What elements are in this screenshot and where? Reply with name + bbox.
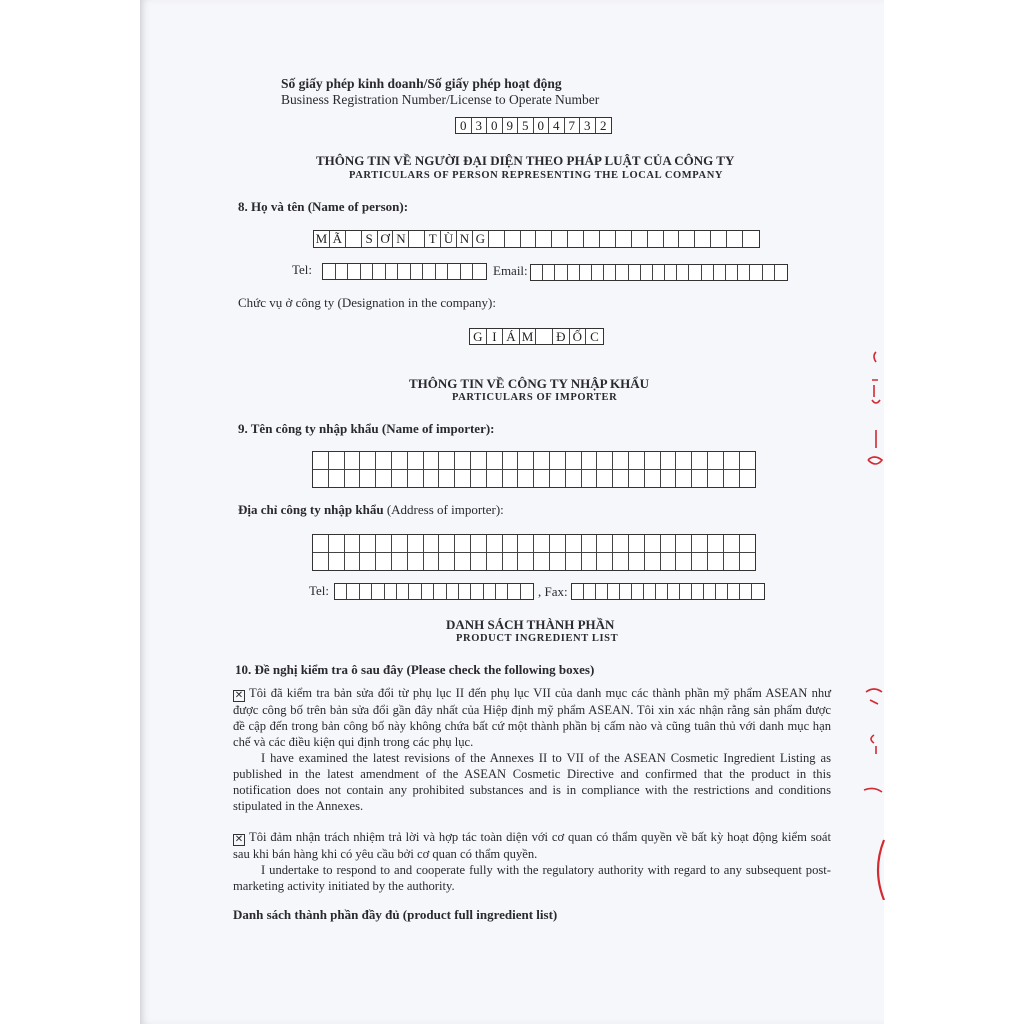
designation-char-cell: Đ: [553, 329, 570, 344]
importer-address-cell: [424, 535, 440, 552]
email-char-cell: [689, 265, 701, 280]
importer-name-cell: [597, 470, 613, 487]
importer-fax-cell: [704, 584, 716, 599]
importer-name-cell: [629, 452, 645, 469]
importer-fax-cell: [644, 584, 656, 599]
importer-tel-cell: [434, 584, 446, 599]
importer-name-cell: [534, 470, 550, 487]
importer-address-cell: [503, 553, 519, 570]
importer-name-cell: [487, 470, 503, 487]
importer-fax-cell: [680, 584, 692, 599]
importer-address-cell: [345, 553, 361, 570]
email-char-cell: [714, 265, 726, 280]
importer-name-cell: [455, 452, 471, 469]
email-char-cell: [677, 265, 689, 280]
importer-tel-cell: [335, 584, 347, 599]
importer-address-cell: [692, 535, 708, 552]
email-char-cell: [629, 265, 641, 280]
designation-char-cell: M: [520, 329, 537, 344]
importer-address-label: [238, 502, 504, 518]
license-digit-cell: 2: [600, 117, 607, 133]
importer-address-cell: [376, 553, 392, 570]
importer-address-cell: [534, 535, 550, 552]
importer-name-label: 9. Tên công ty nhập khẩu (Name of importer):: [238, 421, 495, 436]
importer-name-cell: [566, 470, 582, 487]
importer-name-cell: [740, 452, 756, 469]
importer-name-cell: [345, 452, 361, 469]
designation-char-cell: C: [590, 328, 599, 344]
importer-tel-cell: [360, 584, 372, 599]
importer-fax-cell: [656, 584, 668, 599]
red-stamp-fragment: [854, 340, 890, 900]
importer-name-cell: [471, 452, 487, 469]
tel-digit-cell: [361, 264, 374, 279]
importer-fax-cell: [620, 584, 632, 599]
tel-digit-cell: [398, 264, 411, 279]
email-char-cell: [568, 265, 580, 280]
importer-name-cell: [597, 452, 613, 469]
importer-address-cell: [329, 535, 345, 552]
importer-tel-cell: [422, 584, 434, 599]
email-char-cell: [665, 265, 677, 280]
email-field[interactable]: [530, 264, 788, 281]
importer-address-cell: [582, 535, 598, 552]
rep-section-subtitle: PARTICULARS OF PERSON REPRESENTING THE LOCAL COMPANY: [349, 170, 724, 181]
importer-name-cell: [376, 452, 392, 469]
designation-char-cell: Ố: [570, 329, 587, 344]
name-field[interactable]: [313, 230, 760, 248]
name-char-cell: S: [362, 231, 378, 247]
name-char-cell: [600, 231, 616, 247]
license-digit-cell: 3: [472, 118, 488, 133]
tel-digit-cell: [448, 264, 461, 279]
email-char-cell: [531, 265, 543, 280]
importer-name-cell: [613, 470, 629, 487]
importer-name-cell: [550, 452, 566, 469]
license-digit-cell: 4: [549, 118, 565, 133]
importer-address-cell: [518, 553, 534, 570]
importer-name-cell: [329, 452, 345, 469]
importer-tel-field[interactable]: [334, 583, 534, 600]
importer-name-cell: [582, 452, 598, 469]
importer-name-cell: [534, 452, 550, 469]
name-char-cell: [521, 231, 537, 247]
importer-address-cell: [661, 535, 677, 552]
importer-name-cell: [518, 470, 534, 487]
tel-digit-cell: [436, 264, 449, 279]
importer-tel-cell: [447, 584, 459, 599]
importer-fax-cell: [728, 584, 740, 599]
importer-fax-cell: [632, 584, 644, 599]
license-digit-cell: 0: [534, 118, 550, 133]
importer-fax-cell: [608, 584, 620, 599]
name-char-cell: [743, 231, 759, 247]
importer-fax-cell: [752, 584, 764, 599]
importer-name-cell: [392, 452, 408, 469]
name-char-cell: [648, 231, 664, 247]
importer-name-cell: [376, 470, 392, 487]
importer-address-cell: [566, 535, 582, 552]
name-char-cell: [568, 231, 584, 247]
importer-address-cell: [645, 535, 661, 552]
importer-address-cell: [692, 553, 708, 570]
importer-name-cell: [708, 470, 724, 487]
license-label-vi: Số giấy phép kinh doanh/Số giấy phép hoạt động: [281, 76, 562, 91]
importer-name-cell: [550, 470, 566, 487]
license-digit-cell: 9: [503, 118, 519, 133]
importer-address-field[interactable]: [312, 534, 756, 571]
importer-section-title: THÔNG TIN VỀ CÔNG TY NHẬP KHẨU: [409, 376, 650, 391]
email-char-cell: [555, 265, 567, 280]
check-boxes-label: 10. Đề nghị kiểm tra ô sau đây (Please check the following boxes): [235, 662, 595, 677]
email-char-cell: [543, 265, 555, 280]
email-char-cell: [726, 265, 738, 280]
tel-digit-cell: [461, 264, 474, 279]
importer-fax-field[interactable]: [571, 583, 765, 600]
importer-address-cell: [360, 553, 376, 570]
importer-name-cell: [613, 452, 629, 469]
importer-address-cell: [740, 553, 756, 570]
importer-address-cell: [534, 553, 550, 570]
name-char-cell: [489, 231, 505, 247]
importer-tel-cell: [385, 584, 397, 599]
importer-address-cell: [661, 553, 677, 570]
name-char-cell: [727, 231, 743, 247]
importer-fax-cell: [740, 584, 752, 599]
name-char-cell: G: [473, 231, 489, 247]
license-digit-cell: 5: [518, 118, 534, 133]
name-char-cell: Ù: [441, 231, 457, 247]
importer-name-cell: [503, 452, 519, 469]
declaration-2-text-en: I undertake to respond to and cooperate fully with the regulatory authority with regard to any subsequent post-marketing activity initiated by the authority.: [233, 863, 831, 893]
importer-fax-cell: [596, 584, 608, 599]
declaration-2-text-vi: Tôi đảm nhận trách nhiệm trả lời và hợp tác toàn diện với cơ quan có thẩm quyền về bất kỳ hoạt động kiểm soát sau khi bán hàng khi có yêu cầu bởi cơ quan có thẩm quyền.: [233, 830, 831, 861]
importer-name-cell: [582, 470, 598, 487]
tel-digit-cell: [348, 264, 361, 279]
declaration-1: [233, 685, 831, 814]
name-char-cell: T: [425, 231, 441, 247]
importer-name-cell: [439, 452, 455, 469]
importer-name-cell: [740, 470, 756, 487]
importer-address-cell: [487, 535, 503, 552]
importer-address-cell: [455, 535, 471, 552]
importer-name-cell: [724, 452, 740, 469]
importer-address-cell: [724, 553, 740, 570]
importer-address-cell: [439, 535, 455, 552]
tel-label: Tel:: [292, 262, 313, 277]
declaration-1-text-vi: Tôi đã kiểm tra bản sửa đổi từ phụ lục II đến phụ lục VII của danh mục các thành phần mỹ phẩm ASEAN như được công bố trên bản sửa đổi gần đây nhất của Hiệp định mỹ phẩm ASEAN. Tôi xin xác nhận rằng sản phẩm được đề cập đến trong bản công bố này không chứa bất cứ một thành phần bị cấm nào và cũng tuân thủ với danh mục hạn chế và các điều kiện qui định trong các phụ lục.: [233, 686, 831, 749]
importer-address-cell: [550, 535, 566, 552]
email-char-cell: [763, 265, 775, 280]
importer-address-cell: [676, 535, 692, 552]
importer-address-cell: [724, 535, 740, 552]
importer-address-cell: [360, 535, 376, 552]
name-char-cell: [711, 231, 727, 247]
importer-name-cell: [661, 470, 677, 487]
designation-char-cell: I: [487, 329, 504, 344]
tel-digit-cell: [336, 264, 349, 279]
importer-address-cell: [455, 553, 471, 570]
tel-digit-cell: [473, 264, 486, 279]
name-char-cell: [679, 231, 695, 247]
email-char-cell: [653, 265, 665, 280]
importer-name-cell: [724, 470, 740, 487]
designation-char-cell: [536, 329, 553, 344]
importer-address-cell: [550, 553, 566, 570]
importer-address-cell: [392, 553, 408, 570]
email-char-cell: [738, 265, 750, 280]
email-char-cell: [775, 265, 787, 280]
importer-tel-cell: [508, 584, 520, 599]
importer-tel-cell: [409, 584, 421, 599]
name-char-cell: [536, 231, 552, 247]
rep-section-title: THÔNG TIN VỀ NGƯỜI ĐẠI DIỆN THEO PHÁP LUẬT CỦA CÔNG TY: [316, 153, 735, 168]
email-char-cell: [592, 265, 604, 280]
tel-digit-cell: [411, 264, 424, 279]
designation-char-cell: G: [470, 329, 487, 344]
license-label-en: Business Registration Number/License to Operate Number: [281, 92, 600, 107]
declaration-1-checkbox[interactable]: ✕: [234, 690, 244, 701]
importer-name-cell: [345, 470, 361, 487]
importer-tel-cell: [459, 584, 471, 599]
importer-tel-cell: [521, 584, 533, 599]
name-char-cell: Ã: [330, 231, 346, 247]
importer-address-cell: [518, 535, 534, 552]
tel-digit-cell: [373, 264, 386, 279]
name-char-cell: [409, 231, 425, 247]
importer-name-cell: [487, 452, 503, 469]
importer-address-cell: [629, 535, 645, 552]
license-digit-cell: 0: [456, 118, 472, 133]
importer-address-cell: [408, 535, 424, 552]
importer-name-cell: [439, 470, 455, 487]
email-char-cell: [750, 265, 762, 280]
importer-name-cell: [645, 452, 661, 469]
name-char-cell: [664, 231, 680, 247]
importer-address-cell: [345, 535, 361, 552]
tel-digit-cell: [423, 264, 436, 279]
declaration-2-checkbox[interactable]: ✕: [234, 834, 244, 845]
license-digit-cell: 0: [487, 118, 503, 133]
importer-name-cell: [518, 452, 534, 469]
name-char-cell: [552, 231, 568, 247]
importer-address-cell: [471, 553, 487, 570]
designation-char-cell: Á: [503, 329, 520, 344]
importer-fax-label: , Fax:: [538, 584, 568, 599]
importer-name-cell: [645, 470, 661, 487]
importer-name-cell: [329, 470, 345, 487]
email-char-cell: [616, 265, 628, 280]
importer-address-cell: [503, 535, 519, 552]
importer-address-cell: [708, 553, 724, 570]
importer-name-cell: [313, 470, 329, 487]
importer-address-cell: [424, 553, 440, 570]
importer-address-cell: [597, 553, 613, 570]
importer-tel-cell: [484, 584, 496, 599]
importer-tel-cell: [471, 584, 483, 599]
importer-address-cell: [313, 553, 329, 570]
importer-address-cell: [392, 535, 408, 552]
importer-name-cell: [471, 470, 487, 487]
importer-name-cell: [313, 452, 329, 469]
full-ingredient-list-label: Danh sách thành phần đầy đủ (product full ingredient list): [233, 907, 558, 922]
importer-name-cell: [692, 452, 708, 469]
name-char-cell: [584, 231, 600, 247]
importer-address-cell: [329, 553, 345, 570]
importer-address-cell: [487, 553, 503, 570]
name-char-cell: [346, 231, 362, 247]
importer-name-cell: [424, 452, 440, 469]
importer-fax-cell: [572, 584, 584, 599]
importer-address-cell: [582, 553, 598, 570]
email-label: Email:: [493, 263, 528, 278]
importer-name-cell: [360, 452, 376, 469]
importer-tel-label: Tel:: [309, 583, 330, 598]
importer-name-cell: [692, 470, 708, 487]
importer-name-cell: [676, 470, 692, 487]
tel-digit-cell: [323, 264, 336, 279]
importer-section-subtitle: PARTICULARS OF IMPORTER: [452, 392, 618, 403]
ingredient-section-title: DANH SÁCH THÀNH PHẦN: [446, 617, 615, 632]
importer-name-cell: [408, 470, 424, 487]
importer-address-cell: [676, 553, 692, 570]
importer-address-cell: [566, 553, 582, 570]
name-char-cell: [616, 231, 632, 247]
ingredient-section-subtitle: PRODUCT INGREDIENT LIST: [456, 633, 619, 644]
importer-name-cell: [408, 452, 424, 469]
license-digit-cell: 7: [565, 118, 581, 133]
importer-address-cell: [740, 535, 756, 552]
importer-name-cell: [503, 470, 519, 487]
email-char-cell: [604, 265, 616, 280]
importer-address-cell: [597, 535, 613, 552]
importer-name-cell: [661, 452, 677, 469]
importer-name-cell: [455, 470, 471, 487]
importer-fax-cell: [668, 584, 680, 599]
importer-address-cell: [376, 535, 392, 552]
name-char-cell: [695, 231, 711, 247]
importer-address-label-en: (Address of importer):: [386, 502, 504, 517]
importer-address-cell: [313, 535, 329, 552]
email-char-cell: [641, 265, 653, 280]
name-char-cell: N: [393, 231, 409, 247]
importer-name-cell: [360, 470, 376, 487]
importer-tel-cell: [347, 584, 359, 599]
name-char-cell: [632, 231, 648, 247]
importer-fax-cell: [584, 584, 596, 599]
name-label: 8. Họ và tên (Name of person):: [238, 199, 409, 214]
importer-address-cell: [629, 553, 645, 570]
designation-label: Chức vụ ở công ty (Designation in the company):: [238, 295, 496, 310]
name-char-cell: [505, 231, 521, 247]
importer-fax-cell: [716, 584, 728, 599]
importer-address-cell: [645, 553, 661, 570]
name-char-cell: M: [314, 231, 330, 247]
name-char-cell: N: [457, 231, 473, 247]
importer-name-cell: [424, 470, 440, 487]
importer-address-cell: [613, 535, 629, 552]
importer-address-cell: [439, 553, 455, 570]
importer-name-cell: [629, 470, 645, 487]
designation-field[interactable]: [469, 328, 604, 345]
name-char-cell: Ơ: [378, 231, 394, 247]
importer-name-cell: [676, 452, 692, 469]
importer-name-cell: [392, 470, 408, 487]
importer-name-cell: [566, 452, 582, 469]
declaration-2: [233, 829, 831, 894]
importer-tel-cell: [496, 584, 508, 599]
tel-field[interactable]: [322, 263, 487, 280]
email-char-cell: [580, 265, 592, 280]
importer-tel-cell: [397, 584, 409, 599]
importer-address-cell: [708, 535, 724, 552]
importer-address-cell: [408, 553, 424, 570]
importer-address-cell: [613, 553, 629, 570]
importer-fax-cell: [692, 584, 704, 599]
importer-name-field[interactable]: [312, 451, 756, 488]
declaration-1-text-en: I have examined the latest revisions of the Annexes II to VII of the ASEAN Cosmetic Ingredient Listing as published in the latest amendment of the ASEAN Cosmetic Directive and confirmed that the product in this notification does not contain any prohibited substances and is in compliance with the restrictions and conditions stipulated in the Annexes.: [233, 751, 831, 813]
importer-tel-cell: [372, 584, 384, 599]
importer-address-label-vi: Địa chỉ công ty nhập khẩu: [238, 502, 384, 517]
importer-name-cell: [708, 452, 724, 469]
email-char-cell: [702, 265, 714, 280]
license-digit-cell: 3: [580, 118, 596, 133]
tel-digit-cell: [386, 264, 399, 279]
importer-address-cell: [471, 535, 487, 552]
license-number-field[interactable]: [455, 117, 612, 134]
